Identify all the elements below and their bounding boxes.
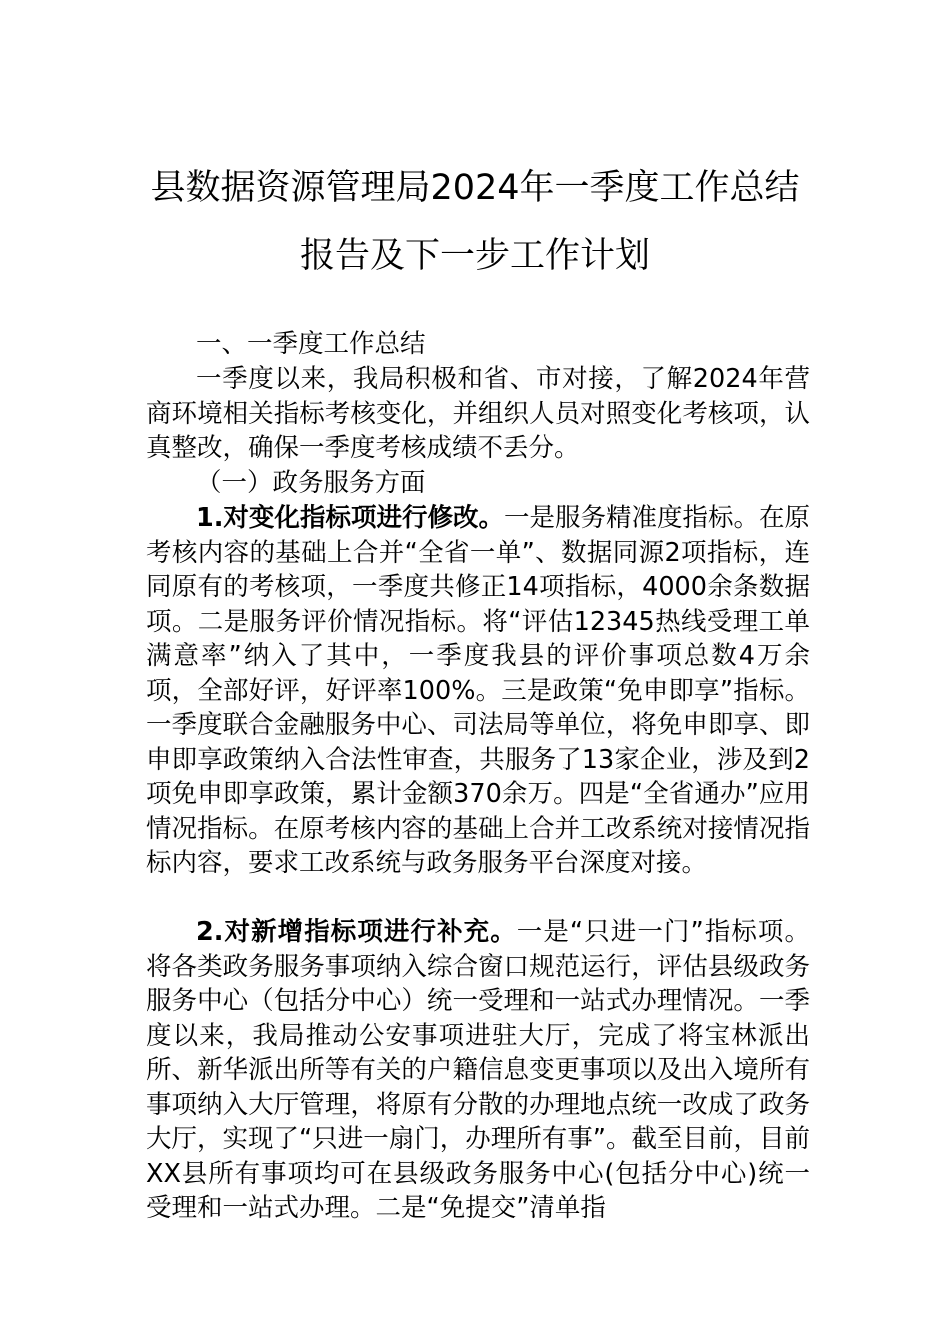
intro-paragraph: 一季度以来，我局积极和省、市对接，了解2024年营商环境相关指标考核变化，并组织人员对照变化考核项，认真整改，确保一季度考核成绩不丢分。 [146,364,810,463]
item-1-paragraph [146,501,810,881]
document-title-line-1: 县数据资源管理局2024年一季度工作总结 [150,168,800,208]
item-2-body: 一是“只进一门”指标项。将各类政务服务事项纳入综合窗口规范运行，评估县级政务服务中心（包括分中心）统一受理和一站式办理情况。一季度以来，我局推动公安事项进驻大厅，完成了将宝林派出所、新华派出所等有关的户籍信息变更事项以及出入境所有事项纳入大厅管理，将原有分散的办理地点统一改成了政务大厅，实现了“只进一扇门，办理所有事”。截至目前，目前XX县所有事项均可在县级政务服务中心(包括分中心)统一受理和一站式办理。二是“免提交”清单指 [146,917,810,1223]
subsection-heading-government-services: （一）政务服务方面 [196,468,426,498]
item-2-lead: 2.对新增指标项进行补充。 [196,917,517,947]
item-1-lead: 1.对变化指标项进行修改。 [196,503,504,533]
section-heading-summary: 一、一季度工作总结 [196,329,426,359]
item-1-body: 一是服务精准度指标。在原考核内容的基础上合并“全省一单”、数据同源2项指标，连同原有的考核项，一季度共修正14项指标，4000余条数据项。二是服务评价情况指标。将“评估12345热线受理工单满意率”纳入了其中，一季度我县的评价事项总数4万余项，全部好评，好评率100%。三是政策“免申即享”指标。一季度联合金融服务中心、司法局等单位，将免申即享、即申即享政策纳入合法性审查，共服务了13家企业，涉及到2项免申即享政策，累计金额370余万。四是“全省通办”应用情况指标。在原考核内容的基础上合并工改系统对接情况指标内容，要求工改系统与政务服务平台深度对接。 [146,503,810,878]
item-2-paragraph [146,915,810,1226]
document-title-line-2: 报告及下一步工作计划 [299,236,650,276]
